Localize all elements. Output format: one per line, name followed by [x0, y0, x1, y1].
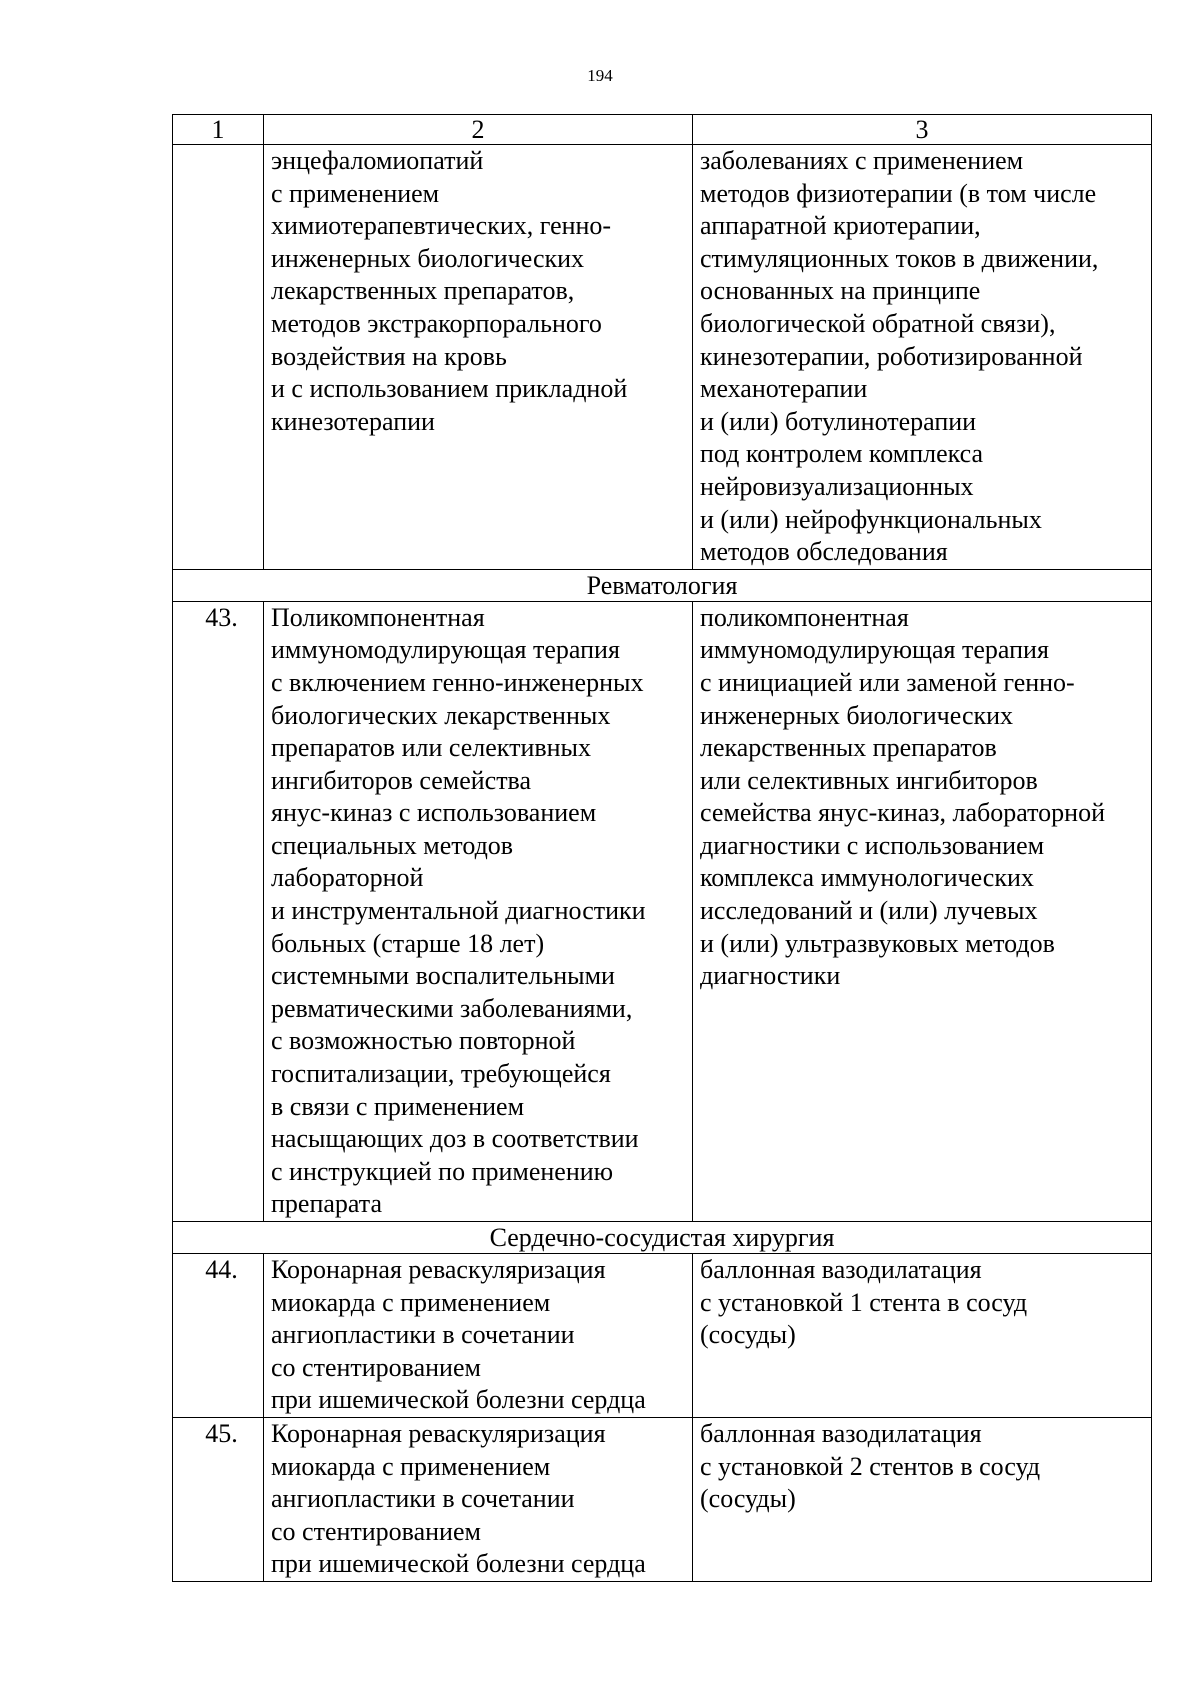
- table-row: [173, 1417, 1152, 1581]
- treatment-method-cell: [693, 1417, 1152, 1581]
- cell-line: механотерапии: [700, 374, 868, 404]
- cell-line: Поликомпонентная: [271, 602, 485, 632]
- section-row: [173, 569, 1152, 601]
- cell-line: лекарственных препаратов,: [271, 276, 575, 306]
- cell-line: госпитализации, требующейся: [271, 1059, 611, 1089]
- cell-line: кинезотерапии, роботизированной: [700, 341, 1083, 371]
- cell-line: диагностики: [700, 961, 841, 991]
- cell-line: (сосуды): [700, 1320, 796, 1350]
- cell-line: янус-киназ с использованием: [271, 798, 597, 828]
- medical-care-table: [172, 114, 1152, 1582]
- cell-line: насыщающих доз в соответствии: [271, 1124, 639, 1154]
- cell-line: кинезотерапии: [271, 406, 435, 436]
- section-row: [173, 1222, 1152, 1254]
- cell-line: методов экстракорпорального: [271, 308, 602, 338]
- column-number-row: [173, 115, 1152, 145]
- procedure-name-cell: [264, 145, 693, 570]
- cell-line: ангиопластики в сочетании: [271, 1484, 575, 1514]
- procedure-name-cell: [264, 1254, 693, 1418]
- cell-line: с инструкцией по применению: [271, 1156, 614, 1186]
- continuation-row: [173, 145, 1152, 570]
- cell-line: под контролем комплекса: [700, 439, 984, 469]
- cell-line: с возможностью повторной: [271, 1026, 576, 1056]
- cell-line: с установкой 1 стента в сосуд: [700, 1287, 1028, 1317]
- cell-line: системными воспалительными: [271, 961, 615, 991]
- cell-line: или селективных ингибиторов: [700, 765, 1038, 795]
- cell-line: с инициацией или заменой генно-: [700, 667, 1075, 697]
- cell-line: с включением генно-инженерных: [271, 667, 644, 697]
- cell-line: инженерных биологических: [700, 700, 1014, 730]
- section-title: Ревматология: [173, 569, 1152, 601]
- treatment-method-cell: [693, 601, 1152, 1221]
- cell-line: энцефаломиопатий: [271, 146, 484, 175]
- column-number-3: 3: [693, 115, 1152, 145]
- cell-line: миокарда с применением: [271, 1451, 551, 1481]
- cell-line: ревматическими заболеваниями,: [271, 993, 633, 1023]
- treatment-method-cell: [693, 1254, 1152, 1418]
- cell-line: основанных на принципе: [700, 276, 981, 306]
- cell-line: методов обследования: [700, 537, 948, 567]
- section-title: Сердечно-сосудистая хирургия: [173, 1222, 1152, 1254]
- row-number: [173, 145, 264, 570]
- cell-line: специальных методов: [271, 830, 514, 860]
- cell-line: при ишемической болезни сердца: [271, 1385, 646, 1415]
- cell-line: и (или) нейрофункциональных: [700, 504, 1042, 534]
- cell-line: химиотерапевтических, генно-: [271, 211, 612, 241]
- cell-line: при ишемической болезни сердца: [271, 1549, 646, 1579]
- cell-line: нейровизуализационных: [700, 471, 974, 501]
- cell-line: препаратов или селективных: [271, 733, 592, 763]
- row-number: 44.: [173, 1254, 264, 1418]
- treatment-method-cell: [693, 145, 1152, 570]
- cell-line: со стентированием: [271, 1516, 481, 1546]
- cell-line: ангиопластики в сочетании: [271, 1320, 575, 1350]
- cell-line: поликомпонентная: [700, 602, 909, 632]
- cell-line: баллонная вазодилатация: [700, 1255, 982, 1284]
- procedure-name-cell: [264, 1417, 693, 1581]
- cell-line: миокарда с применением: [271, 1287, 551, 1317]
- cell-line: Коронарная реваскуляризация: [271, 1255, 606, 1284]
- cell-line: биологических лекарственных: [271, 700, 611, 730]
- cell-line: комплекса иммунологических: [700, 863, 1034, 893]
- cell-line: ингибиторов семейства: [271, 765, 532, 795]
- cell-line: биологической обратной связи),: [700, 308, 1056, 338]
- row-number: 43.: [173, 601, 264, 1221]
- cell-line: и (или) ботулинотерапии: [700, 406, 977, 436]
- cell-line: аппаратной криотерапии,: [700, 211, 981, 241]
- cell-line: и инструментальной диагностики: [271, 896, 646, 926]
- cell-line: с применением: [271, 178, 440, 208]
- cell-line: иммуномодулирующая терапия: [271, 635, 620, 665]
- row-number: 45.: [173, 1417, 264, 1581]
- cell-line: воздействия на кровь: [271, 341, 507, 371]
- cell-line: стимуляционных токов в движении,: [700, 243, 1099, 273]
- cell-line: методов физиотерапии (в том числе: [700, 178, 1097, 208]
- cell-line: и с использованием прикладной: [271, 374, 628, 404]
- cell-line: баллонная вазодилатация: [700, 1418, 982, 1448]
- cell-line: лабораторной: [271, 863, 424, 893]
- cell-line: семейства янус-киназ, лабораторной: [700, 798, 1105, 828]
- page-number: 194: [587, 66, 613, 85]
- cell-line: инженерных биологических: [271, 243, 585, 273]
- cell-line: (сосуды): [700, 1484, 796, 1514]
- cell-line: иммуномодулирующая терапия: [700, 635, 1049, 665]
- cell-line: препарата: [271, 1189, 382, 1219]
- table-row: [173, 601, 1152, 1221]
- table-row: [173, 1254, 1152, 1418]
- procedure-name-cell: [264, 601, 693, 1221]
- cell-line: в связи с применением: [271, 1091, 525, 1121]
- cell-line: заболеваниях с применением: [700, 146, 1024, 175]
- cell-line: больных (старше 18 лет): [271, 928, 545, 958]
- table-body: [173, 115, 1152, 1582]
- cell-line: лекарственных препаратов: [700, 733, 997, 763]
- cell-line: и (или) ультразвуковых методов: [700, 928, 1055, 958]
- cell-line: диагностики с использованием: [700, 830, 1045, 860]
- cell-line: со стентированием: [271, 1352, 481, 1382]
- column-number-1: 1: [173, 115, 264, 145]
- cell-line: Коронарная реваскуляризация: [271, 1418, 606, 1448]
- column-number-2: 2: [264, 115, 693, 145]
- cell-line: с установкой 2 стентов в сосуд: [700, 1451, 1041, 1481]
- cell-line: исследований и (или) лучевых: [700, 896, 1038, 926]
